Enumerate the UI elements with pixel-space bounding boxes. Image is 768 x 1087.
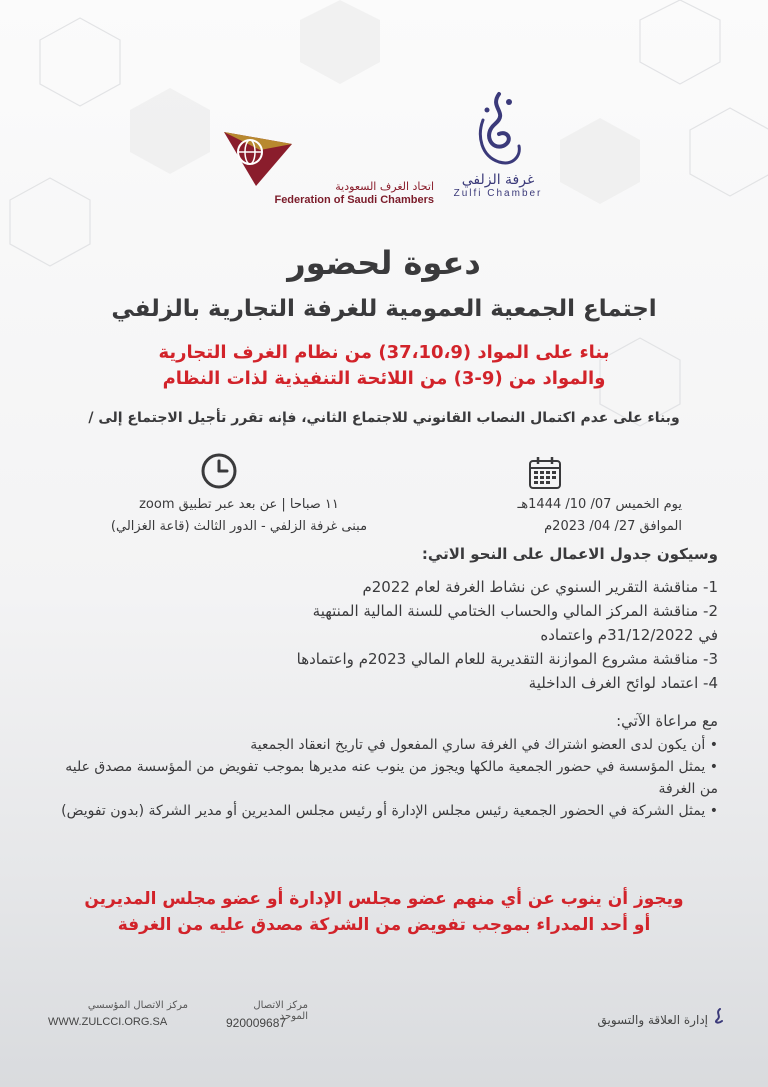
department-credit (556, 1008, 726, 1027)
agenda-list (50, 575, 718, 695)
calendar-icon (528, 456, 562, 490)
note-item: • يمثل المؤسسة في حضور الجمعية مالكها ويجوز من ينوب عنه مديرها بموجب تفويض من المؤسسة مصدق عليه من الغرفة (50, 756, 718, 800)
delegation-notice (50, 886, 718, 938)
meeting-time-location (64, 494, 414, 538)
date-gregorian: الموافق 27/ 04/ 2023م (544, 519, 682, 534)
clock-icon (200, 452, 238, 490)
federation-arabic-name: اتحاد الغرف السعودية (335, 180, 434, 193)
legal-basis-line: والمواد من (9-3) من اللائحة التنفيذية لذات النظام (162, 368, 606, 389)
zulfi-mark-icon (712, 1008, 726, 1024)
federation-logo (218, 128, 434, 210)
legal-basis (0, 340, 768, 392)
note-item: • يمثل الشركة في الحضور الجمعية رئيس مجلس الإدارة أو رئيس مجلس المديرين أو مدير الشركة (بدون تفويض) (50, 800, 718, 822)
meeting-location: مبنى غرفة الزلفي - الدور الثالث (قاعة الغزالي) (110, 519, 368, 534)
zulfi-english-name: Zulfi Chamber (453, 188, 543, 199)
zulfi-arabic-name: غرفة الزلفي (461, 172, 535, 188)
website-link[interactable]: WWW.ZULCCI.ORG.SA (48, 1016, 168, 1028)
federation-globe-icon (220, 128, 296, 188)
delegation-line: ويجوز أن ينوب عن أي منهم عضو مجلس الإدارة أو عضو مجلس المديرين (84, 889, 684, 909)
contact-phone[interactable]: 920009687 (226, 1016, 287, 1030)
agenda-item: 1- مناقشة التقرير السنوي عن نشاط الغرفة لعام 2022م (362, 578, 718, 596)
page-subtitle: اجتماع الجمعية العمومية للغرفة التجارية بالزلفي (111, 296, 657, 322)
note-item: • أن يكون لدى العضو اشتراك في الغرفة ساري المفعول في تاريخ انعقاد الجمعية (50, 734, 718, 756)
federation-english-name: Federation of Saudi Chambers (274, 194, 434, 206)
notes-list (50, 734, 718, 822)
postpone-notice: وبناء على عدم اكتمال النصاب القانوني للاجتماع الثاني، فإنه تقرر تأجيل الاجتماع إلى / (88, 410, 680, 426)
agenda-item: 4- اعتماد لوائح الغرف الداخلية (528, 674, 718, 692)
zulfi-calligraphy-icon (469, 90, 527, 170)
meeting-date (420, 494, 682, 538)
department-name: إدارة العلاقة والتسويق (597, 1013, 708, 1027)
meeting-time: ١١ صباحا | عن بعد عبر تطبيق zoom (139, 497, 339, 512)
agenda-item: 2- مناقشة المركز المالي والحساب الختامي للسنة المالية المنتهية (312, 602, 718, 620)
corporate-communication-label: مركز الاتصال المؤسسي (87, 1000, 188, 1011)
notes-title: مع مراعاة الآتي: (616, 712, 718, 730)
agenda-title: وسيكون جدول الاعمال على النحو الاتي: (421, 545, 718, 563)
legal-basis-line: بناء على المواد (37،10،9) من نظام الغرف التجارية (158, 342, 610, 363)
agenda-item: 3- مناقشة مشروع الموازنة التقديرية للعام المالي 2023م واعتمادها (296, 650, 718, 668)
delegation-line: أو أحد المدراء بموجب تفويض من الشركة مصدق عليه من الغرفة (117, 915, 651, 935)
unified-contact-label: مركز الاتصال الموحد (253, 1000, 308, 1022)
date-hijri: يوم الخميس 07/ 10/ 1444هـ (517, 497, 682, 512)
zulfi-chamber-logo (452, 90, 544, 214)
page-title: دعوة لحضور (287, 244, 481, 282)
agenda-item: في 31/12/2022م واعتماده (540, 626, 718, 644)
